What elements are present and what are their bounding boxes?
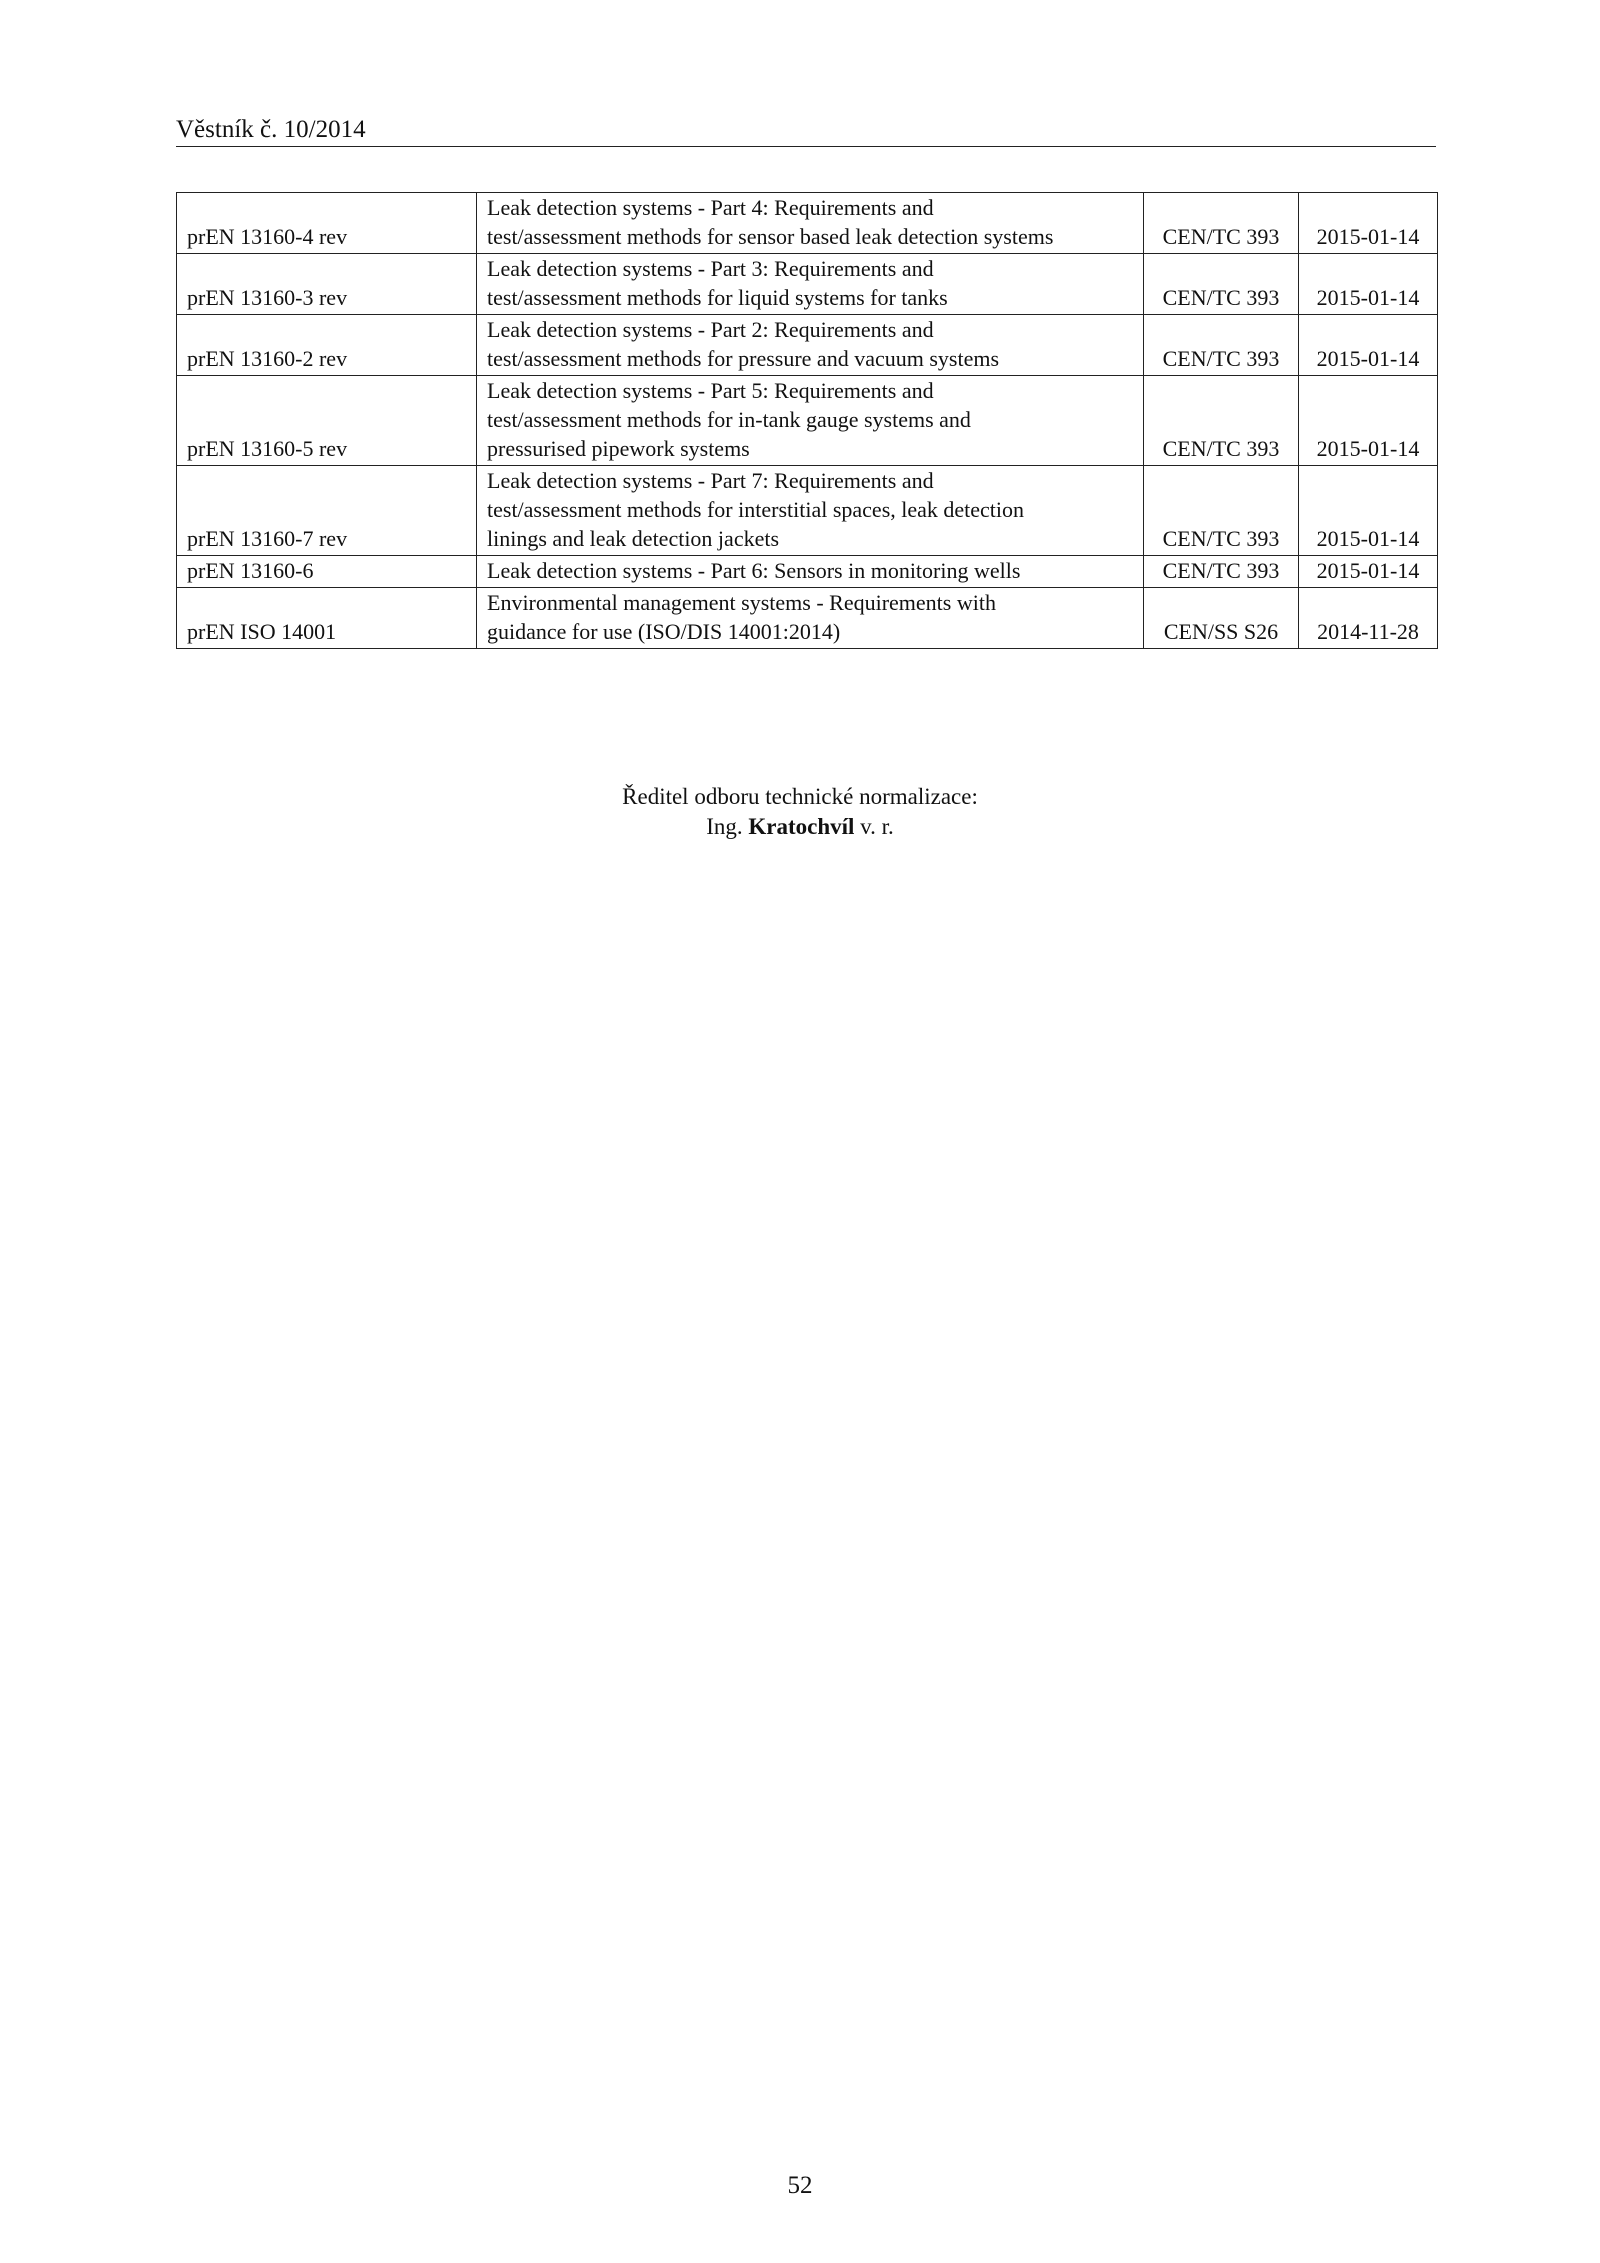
signatory-suffix: v. r. [860,814,894,839]
committee-cell: CEN/TC 393 [1144,193,1299,254]
standard-title-line: test/assessment methods for sensor based leak detection systems [487,224,1054,249]
deadline-date-cell: 2015-01-14 [1299,466,1438,556]
standard-title-line: test/assessment methods for in-tank gauge systems and [487,407,971,432]
deadline-date-cell: 2015-01-14 [1299,254,1438,315]
standard-title-line: Leak detection systems - Part 3: Requirements and [487,256,934,281]
table-row [177,556,1438,588]
committee-cell: CEN/TC 393 [1144,254,1299,315]
deadline-date-cell: 2015-01-14 [1299,556,1438,588]
standard-code-cell: prEN 13160-5 rev [177,376,477,466]
standard-code-cell: prEN ISO 14001 [177,588,477,649]
signatory-line [0,812,1600,842]
deadline-date-cell: 2015-01-14 [1299,193,1438,254]
standard-code-cell: prEN 13160-6 [177,556,477,588]
table-row [177,588,1438,649]
standard-title-line: Leak detection systems - Part 2: Requirements and [487,317,934,342]
standard-code-cell: prEN 13160-3 rev [177,254,477,315]
page-number: 52 [787,2172,813,2199]
standards-table [176,192,1438,649]
standard-title-line: Environmental management systems - Requirements with [487,590,996,615]
table-row [177,193,1438,254]
committee-cell: CEN/TC 393 [1144,376,1299,466]
standard-title-line: guidance for use (ISO/DIS 14001:2014) [487,619,841,644]
deadline-date-cell: 2014-11-28 [1299,588,1438,649]
standard-title-cell [477,556,1144,588]
standard-title-line: linings and leak detection jackets [487,526,780,551]
standard-code-cell: prEN 13160-2 rev [177,315,477,376]
standard-title-line: test/assessment methods for pressure and vacuum systems [487,346,1000,371]
signature-block [0,782,1600,842]
standard-title-line: Leak detection systems - Part 5: Requirements and [487,378,934,403]
committee-cell: CEN/TC 393 [1144,556,1299,588]
standard-code-cell: prEN 13160-4 rev [177,193,477,254]
standard-title-cell [477,315,1144,376]
table-row [177,466,1438,556]
standard-title-cell [477,376,1144,466]
page-header [176,110,1436,147]
table-row [177,376,1438,466]
deadline-date-cell: 2015-01-14 [1299,315,1438,376]
signatory-prefix: Ing. [706,814,743,839]
standard-title-line: Leak detection systems - Part 6: Sensors in monitoring wells [487,558,1021,583]
standards-table-body [177,193,1438,649]
standard-title-line: Leak detection systems - Part 7: Requirements and [487,468,934,493]
standard-title-cell [477,588,1144,649]
bulletin-title: Věstník č. 10/2014 [176,116,366,143]
standard-title-line: test/assessment methods for interstitial spaces, leak detection [487,497,1025,522]
committee-cell: CEN/TC 393 [1144,315,1299,376]
standard-code-cell: prEN 13160-7 rev [177,466,477,556]
table-row [177,254,1438,315]
signatory-role: Ředitel odboru technické normalizace: [622,784,978,809]
standard-title-line: pressurised pipework systems [487,436,750,461]
standard-title-line: Leak detection systems - Part 4: Requirements and [487,195,934,220]
committee-cell: CEN/TC 393 [1144,466,1299,556]
standard-title-cell [477,254,1144,315]
table-row [177,315,1438,376]
deadline-date-cell: 2015-01-14 [1299,376,1438,466]
standard-title-line: test/assessment methods for liquid systems for tanks [487,285,948,310]
standard-title-cell [477,466,1144,556]
signatory-name: Kratochvíl [748,814,855,839]
standard-title-cell [477,193,1144,254]
committee-cell: CEN/SS S26 [1144,588,1299,649]
